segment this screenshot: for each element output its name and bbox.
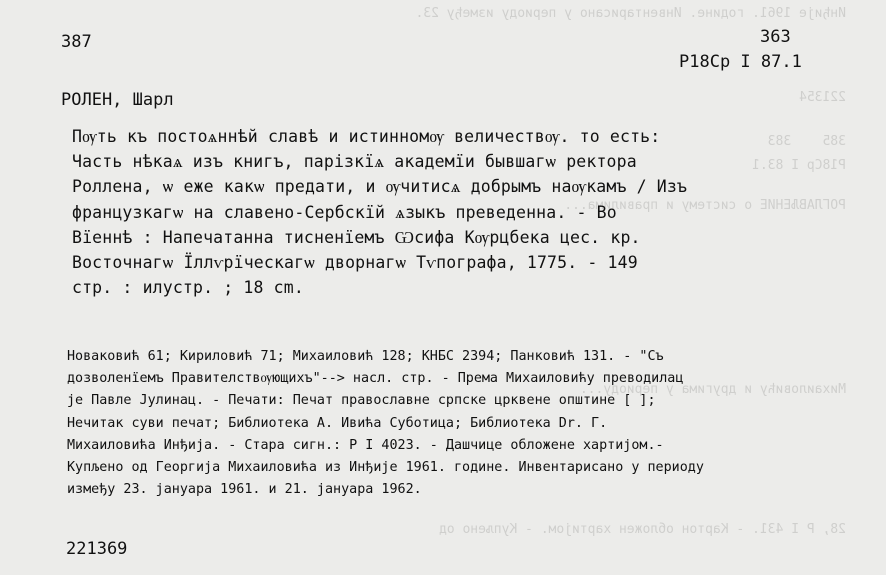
title-line: стр. : илустр. ; 18 cm. bbox=[72, 278, 304, 298]
inventory-number: 221369 bbox=[66, 539, 128, 559]
notes-line: Новаковић 61; Кириловић 71; Михаиловић 128; КНБС 2394; Панковић 131. - "Съ bbox=[67, 349, 664, 364]
shelfmark: Р18Ср I 87.1 bbox=[679, 52, 802, 72]
notes-line: Нечитак суви печат; Библиотека А. Ивића Суботица; Библиотека Dr. Г. bbox=[67, 415, 608, 431]
page-number: 363 bbox=[760, 27, 791, 47]
title-line: Часть нѣкаѧ изъ книгъ, парізкїѧ академїи бывшагѡ ректора bbox=[72, 152, 637, 172]
notes-line: између 23. јануара 1961. и 21. јануара 1962. bbox=[67, 482, 422, 498]
title-line: Восточнагѡ Їллѵрїческагѡ дворнагѡ Тѵпографа, 1775. - 149 bbox=[72, 253, 638, 273]
title-line: Роллена, ѡ еже какѡ предати, и ѹчитисѧ добрымъ наѹкамъ / Изъ bbox=[72, 177, 688, 197]
notes-line: Михаиловића Инђија. - Стара сигн.: Р I 4023. - Дашчице обложене хартијом.- bbox=[67, 437, 664, 453]
bleed-through-text: Инђије 1961. године. Инвентарисано у периоду између 23. 221354 385 383 Р18Ср I 83.1 РОГЛАВЉЕНИЕ о систему и правилима... Михаиловићу и другима у периоду... 28, Р I 431. - Картон обложен хартијом. - Купљено од bbox=[415, 6, 846, 537]
author-heading: РОЛЕН, Шарл bbox=[61, 90, 174, 110]
notes-line: Купљено од Георгија Михаиловића из Инђије 1961. године. Инвентарисано у периоду bbox=[67, 460, 704, 476]
title-line: Вїеннѣ : Напечатанна тисненїемъ Ѡсифа Кѹрцбека цес. кр. bbox=[72, 227, 641, 247]
title-line: Пѹть къ постоѧннѣй славѣ и истинномѹ величествѹ. то есть: bbox=[72, 127, 661, 146]
title-line: французкагѡ на славено-Сербскїй ѧзыкъ преведенна. - Во bbox=[72, 202, 617, 222]
notes-line: је Павле Јулинац. - Печати: Печат православне српске црквене општине [ ]; bbox=[67, 393, 656, 409]
entry-number: 387 bbox=[61, 32, 92, 52]
title-description bbox=[72, 124, 832, 300]
bibliographic-notes bbox=[67, 346, 867, 501]
notes-line: дозволенїемъ Правителствѹющихъ"--> насл. стр. - Према Михаиловићу преводилац bbox=[67, 371, 684, 387]
